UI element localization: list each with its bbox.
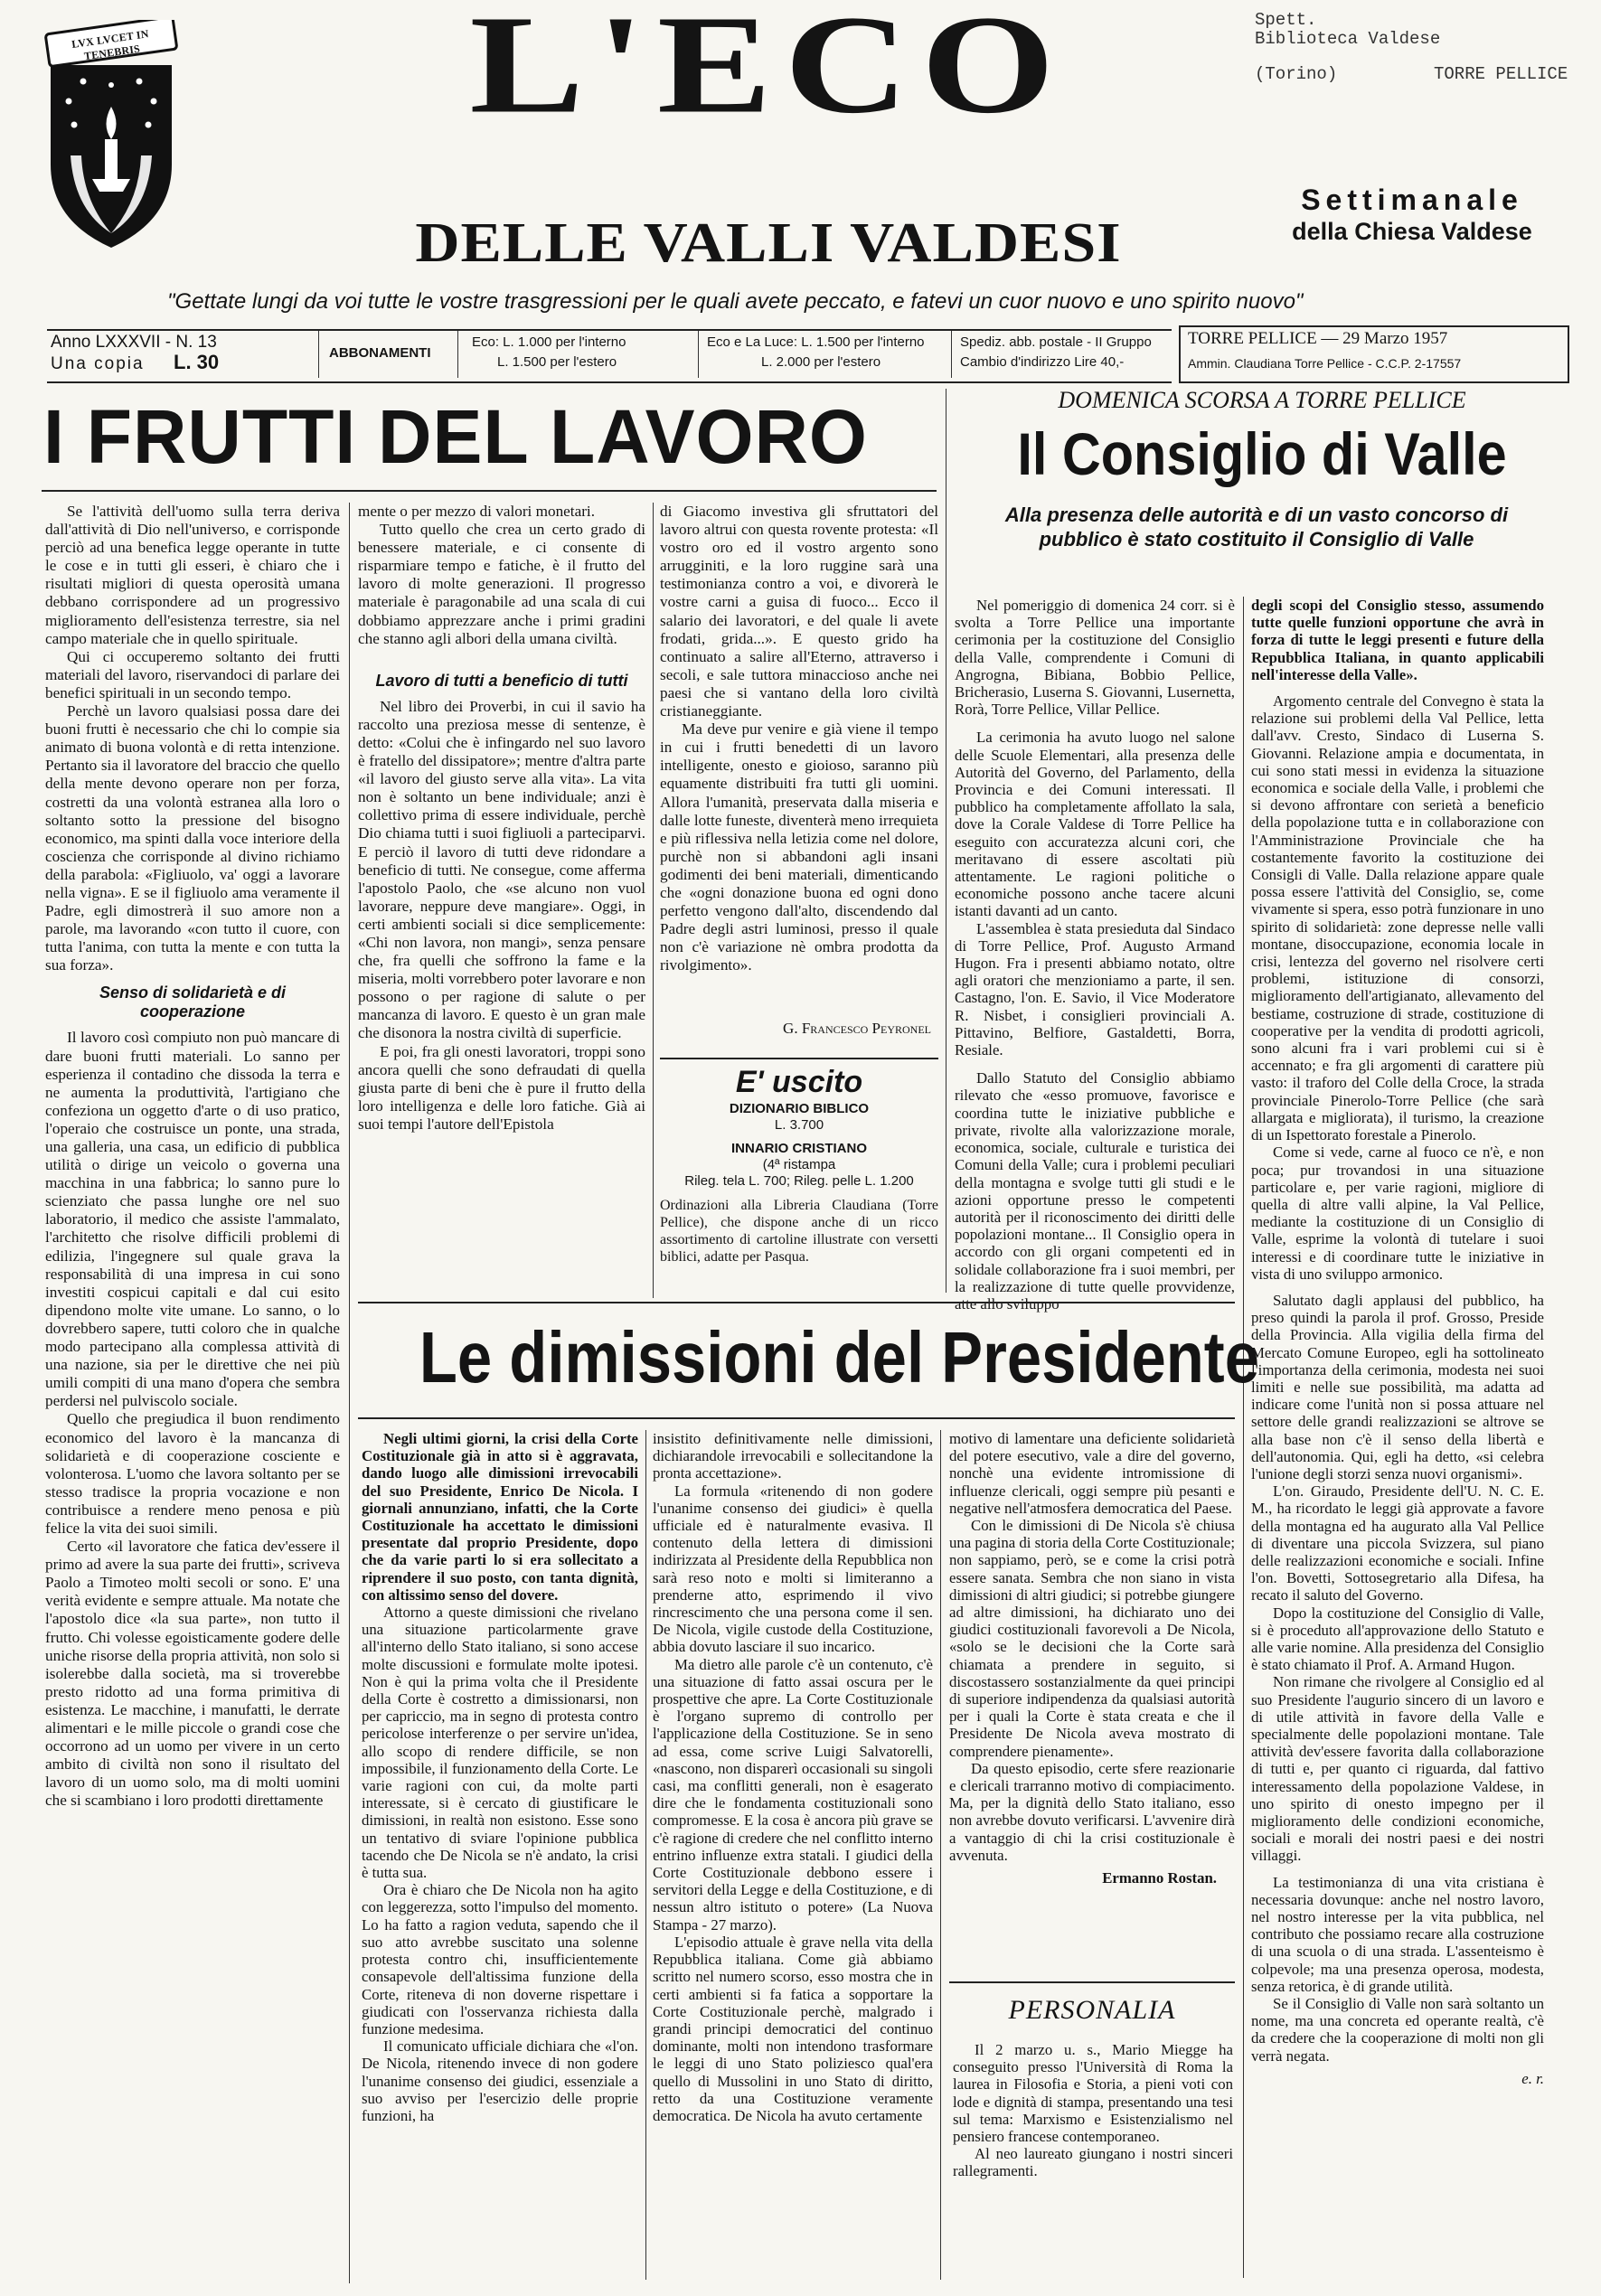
subscriptions-label: ABBONAMENTI <box>329 345 431 361</box>
presidente-headline: Le dimissioni del Presidente <box>419 1317 1259 1397</box>
paragraph: degli scopi del Consiglio stesso, assumendo tutte quelle funzioni opportune che avrà in forza di tutte le leggi presenti e future della Repubblica Italiana, in quanto applicabili nell'interesse della Valle». <box>1251 597 1544 683</box>
paragraph: La testimonianza di una vita cristiana è necessaria dovunque: anche nel nostro lavoro, nel nostro interesse per la vita pubblica, nel contributo che possiamo recare alla costruzione di una scuola o di una strada. L'assenteismo è colpevole; ma una presenza operosa, modesta, senza retorica, è di grande utilità. <box>1251 1873 1544 1995</box>
book-title: INNARIO CRISTIANO <box>731 1141 867 1156</box>
paragraph: motivo di lamentare una deficiente solidarietà del potere esecutivo, vale a dire del governo, nonchè una evidente intromissione di influenze clericali, oggi sempre più pesanti e negative nell'atmosfera democratica del Paese. <box>949 1430 1235 1517</box>
presidente-col-2 <box>653 1430 933 2291</box>
masthead-title: L'ECO <box>469 0 1068 143</box>
paragraph: di Giacomo investiva gli sfruttatori del lavoro altrui con questa rovente protesta: «Il vostro oro ed il vostro argento sono arrugginiti, e la loro ruggine sarà una testimonianza contro a voi, e divorerà le vostre carni a guisa di fuoco... Ecco il salario dei lavoratori, e del quale li avete frodati, grida...». E questo grido ha continuato a salire all'Eterno, attraverso i secoli, e sale tuttora minaccioso anche nei paesi che si vantano della loro civiltà cristianeggiante. <box>660 503 938 720</box>
frutti-headline: I FRUTTI DEL LAVORO <box>43 394 868 479</box>
paragraph: Come si vede, carne al fuoco ce n'è, e non poca; pur trovandosi in una situazione particolare e, per varie ragioni, migliore di quella di altre valli alpine, la Val Pellice, mediante la costituzione di un Consiglio di Valle, esprime la volontà di tutelare i suoi interessi e di coordinare tutte le iniziative in vista di uno sviluppo armonico. <box>1251 1143 1544 1283</box>
paragraph: L'episodio attuale è grave nella vita della Repubblica italiana. Come già abbiamo scritto nel numero scorso, esso mostra che in certi ambienti si fa fatica a sopportare la Corte Costituzionale perchè, malgrado i grandi principi democratici del continuo dominante, molti non intendono trasformare le leggi di uno Stato poliziesco qual'era quello di Mussolini in uno Stato di diritto, retto da una Costituzione veramente democratica. De Nicola ha avuto certamente <box>653 1933 933 2124</box>
church-label: della Chiesa Valdese <box>1292 218 1532 245</box>
paragraph: Nel libro dei Proverbi, in cui il savio ha raccolto una preziosa messe di sentenze, è detto: «Colui che è infingardo nel suo lavoro è fratello del dissipatore»; mentre d'altra parte «il lavoro del giusto serve alla vita». La vita non è soltanto un bene individuale; anzi è collettivo prima di essere individuale, perchè Dio chiama tutti i suoi figliuoli a parteciparvi. E perciò il lavoro di tutti deve ridondare a beneficio di tutti. Ne consegue, come afferma l'apostolo Paolo, che «se alcuno non vuol lavorare, neppure deve mangiare». Oggi, in certi ambienti sociali si dice semplicemente: «Chi non lavora, non mangi», senza pensare che, fra quelli che soffrono la fame e la miseria, molti vorrebbero poter lavorare e non possono o per ragione di salute o per mancanza di lavoro. E questo è un gran male che disonora la nostra civiltà di superficie. <box>358 697 645 1042</box>
eco-price-1: Eco: L. 1.000 per l'interno <box>472 334 626 350</box>
paragraph: Ma deve pur venire e già viene il tempo in cui i frutti benedetti di un lavoro intelligente, onesto e gioioso, saranno più equamente distribuiti fra tutti gli uomini. Allora l'umanità, preservata dalla miseria e dalle lotte funeste, diventerà meno irrequieta e più riflessiva nella letizia come nel dolore, purchè non si abbandoni agli insani godimenti dei beni materiali, dimenticando che «ogni donazione buona ed ogni dono perfetto vengono dall'alto, discendendo dal Padre degli astri luminosi, presso il quale non c'è variazione nè ombra prodotta da rivolgimento». <box>660 720 938 974</box>
consiglio-headline: Il Consiglio di Valle <box>1017 420 1507 487</box>
postal-info-1: Spediz. abb. postale - II Gruppo <box>960 334 1152 350</box>
frutti-col-3 <box>660 503 938 982</box>
paragraph: Se l'attività dell'uomo sulla terra deriva dall'attività di Dio nell'universo, e corrisponde perciò ad una benefica legge operante in tutte le cose e in tutti gli esseri, è chiaro che i risultati migliori di questa operosità umana debbano corrispondere ad un progressivo miglioramento dell'esistenza terrestre, sia nel campo materiale che in quello spirituale. <box>45 503 340 647</box>
paragraph: La formula «ritenendo di non godere l'unanime consenso dei giudici» è quella ufficiale ed è naturalmente evasiva. Il contenuto della lettera di dimissioni indirizzata al Presidente della Repubblica non sarà reso noto e molti si limiteranno a prenderne atto, esprimendo il vivo rincrescimento che una persona come il sen. De Nicola, vigile custode della Costituzione, abbia dovuto lasciare il suo incarico. <box>653 1482 933 1656</box>
paragraph: Con le dimissioni di De Nicola s'è chiusa una pagina di storia della Corte Costituzionale; non sappiamo, però, se e come la crisi potrà essere sanata. Sembra che non siano in vista dimissioni di altri giudici; si potrebbe giungere ad altre dimissioni, ha dichiarato uno dei giudici costituzionali favorevoli a De Nicola, «solo se le decisioni che la Corte sarà chiamata a prendere in seguito, si discostassero sostanzialmente da quei principi di superiore indipendenza da qualsiasi autorità per i quali la Corte è stata creata e che il Presidente De Nicola aveva mostrato di comprendere pienamente». <box>949 1517 1235 1760</box>
emblem <box>29 20 193 255</box>
uscito-body: Ordinazioni alla Libreria Claudiana (Torre Pellice), che dispone anche di un ricco assortimento di cartoline illustrate con versetti biblici, adatte per Pasqua. <box>660 1198 938 1265</box>
paragraph: Dallo Statuto del Consiglio abbiamo rilevato che «esso promuove, favorisce e coordina tutte le iniziative pubbliche e private, rivolte alla valorizzazione morale, economica, sociale, culturale e turistica dei Comuni della Valle; cura i problemi peculiari della montagna e svolge tutti gli studi e le azioni opportune presso le competenti autorità per il riconoscimento dei diritti delle popolazioni montane... Il Consiglio opera in accordo con gli organi competenti ed in solidale collaborazione fra i suoi membri, per la realizzazione di tutte quelle provvidenze, atte allo sviluppo <box>955 1069 1235 1313</box>
uscito-title: E' uscito <box>735 1065 863 1099</box>
paragraph: mente o per mezzo di valori monetari. <box>358 503 596 520</box>
consiglio-deck: Alla presenza delle autorità e di un vasto concorso di pubblico è stato costituito il Consiglio di Valle <box>1004 503 1509 550</box>
consiglio-col-2 <box>1251 597 1544 2285</box>
eco-price-2: L. 1.500 per l'estero <box>497 354 617 370</box>
paragraph: Argomento centrale del Convegno è stata la relazione sui problemi della Val Pellice, letta dall'avv. Cresto, Sindaco di Luserna S. Giovanni. Relazione ampia e documentata, in cui sono stati messi in evidenza la situazione economica e sociale della Valle, i problemi che si devono affrontare con serietà a beneficio della popolazione tutta e in collaborazione con l'Amministrazione Provinciale che ha costantemente favorito la costituzione dei Consigli di Valle. Dalla relazione appare quale possa essere l'attività del Consiglio, se, come vivamente si spera, esso potrà funzionare in uno spirito di solidarietà: zone depresse nelle valli montane, disoccupazione, economia locale in crisi, lentezza del governo nel risolvere certi problemi, istituzione di consorzi, miglioramento dell'artigianato, allevamento del bestiame, costruzione di strade, costituzione di cooperative per la vendita di prodotti agricoli, sono alcuni fra i vari problemi cui si è accennato; e fra gli argomenti di carattere più vasto: il traforo del Colle della Croce, la strada provinciale Pinerolo-Torre Pellice (che sarà allargata e migliorata), il turismo, la creazione di un Ispettorato forestale a Pinerolo. <box>1251 692 1544 1144</box>
paragraph: Perchè un lavoro qualsiasi possa dare dei buoni frutti è necessario che chi lo compie sia animato di buona volontà e di retta intenzione. Pertanto sia il lavoratore del braccio che quello della mente devono operare non per forza, costretti da una volontà estranea alla loro o soltanto sotto la pressione del bisogno economico, ma spinti dalla voce interiore della coscienza che corrisponde al divino richiamo della parabola: «Figliuolo, va' oggi a lavorare nella vigna». E se il figliuolo ama veramente il Padre, egli dimostrerà il suo amore non a parole, ma lavorando «con tutto il cuore, con tutta l'anima, con tutta la mente e con tutta la sua forza». <box>45 702 340 974</box>
uscito-box <box>660 1058 938 1294</box>
paragraph: Salutato dagli applausi del pubblico, ha preso quindi la parola il prof. Grosso, Preside della Provincia. Alla vigilia della firma del Mercato Comune Europeo, egli ha sottolineato l'importanza della cerimonia, modesta nei suoi limiti e nelle sue possibilità, ma adatta ad indicare come l'unità non si possa attuare nel settore delle grandi realizzazioni se altrove se alla base non c'è il senso della libertà e dell'autonomia. Qui, egli ha detto, «si celebra l'unione degli storzi senza nuovi organismi». <box>1251 1291 1544 1482</box>
paragraph: Tutto quello che crea un certo grado di benessere materiale, e ci consente di risparmiare tempo e fatiche, è il frutto del lavoro di molte generazioni. Il progresso materiale è paragonabile ad una scala di cui dobbiamo apprezzare anche i primi gradini che stanno agli albori della umana civiltà. <box>358 521 645 647</box>
subheading: Lavoro di tutti a beneficio di tutti <box>375 671 628 690</box>
paragraph: La cerimonia ha avuto luogo nel salone delle Scuole Elementari, alla presenza delle Autorità del Governo, del Parlamento, della Provincia e dei Comuni interessati. Il pubblico ha completamente affollato la sala, dove la Corale Valdese di Torre Pellice ha eseguito con accuratezza alcuni cori, che meritavano di essere ascoltati più attentamente. Le ragioni politiche o economiche possono anche tacere alcuni istanti davanti ad un canto. <box>955 729 1235 920</box>
paragraph: Attorno a queste dimissioni che rivelano una situazione particolarmente grave all'interno dello Stato italiano, si sono accese molte discussioni e formulate molte ipotesi. Non è qui la prima volta che il Presidente della Corte è costretto a dimissionarsi, non per capriccio, ma in segno di protesta contro pericolose interferenze o per servire un'idea, allo scopo di rendere difficile, se non impossibile, il funzionamento della Corte. Le varie ragioni con cui, da molte parti interessate, si è cercato di giustificare le dimissioni, in realtà non esistono. Esse sono un tentativo di sviare l'opinione pubblica tacendo che De Nicola se n'è andato, la crisi è tutta sua. <box>362 1604 638 1882</box>
frutti-signature: G. Francesco Peyronel <box>783 1020 931 1037</box>
book-price: Rileg. tela L. 700; Rileg. pelle L. 1.200 <box>684 1173 914 1189</box>
paragraph: Dopo la costituzione del Consiglio di Valle, si è proceduto all'approvazione dello Statuto e alle varie nomine. Alla presidenza del Consiglio è stato chiamato il Prof. A. Armand Hugon. <box>1251 1604 1544 1674</box>
masthead-subtitle: DELLE VALLI VALDESI <box>415 211 1122 274</box>
luce-price-1: Eco e La Luce: L. 1.500 per l'interno <box>707 334 925 350</box>
frutti-col-2 <box>358 503 645 1316</box>
personalia-body <box>953 2041 1233 2285</box>
book-edition: (4ª ristampa <box>762 1157 836 1172</box>
consiglio-kicker: DOMENICA SCORSA A TORRE PELLICE <box>1058 387 1466 413</box>
paragraph: Non rimane che rivolgere al Consiglio ed al suo Presidente l'augurio sincero di un lavoro e di utile attività in favore della Valle e specialmente delle popolazioni montane. Tale attività dev'essere favorita dalla collaborazione di tutti e, per quanto ci riguarda, dal fattivo interessamento della popolazione Valdese, in uno spirito di onesto impegno per il miglioramento delle condizioni economiche, sociali e morali dei nostri paesi e dei nostri villaggi. <box>1251 1673 1544 1865</box>
paragraph: Negli ultimi giorni, la crisi della Corte Costituzionale già in atto si è aggravata, dando luogo alle dimissioni irrevocabili del suo Presidente, Enrico De Nicola. I giornali annunziano, infatti, che la Corte Costituzionale ha accettato le dimissioni presentate dal proprio Presidente, dopo che da varie parti lo si era sollecitato a riprendere il suo posto, con tanta dignità, con altissimo senso del dovere. <box>362 1430 638 1604</box>
place-date: TORRE PELLICE — 29 Marzo 1957 <box>1188 329 1448 348</box>
admin-info: Ammin. Claudiana Torre Pellice - C.C.P. 2-17557 <box>1188 356 1462 371</box>
postal-info-2: Cambio d'indirizzo Lire 40,- <box>960 354 1125 370</box>
paragraph: Il 2 marzo u. s., Mario Miegge ha conseguito presso l'Università di Roma la laurea in Filosofia e Storia, a pieni voti con lode e dignità di stampa, presentando una tesi sul tema: Marxismo e Esistenzialismo nel pensiero francese contemporaneo. <box>953 2041 1233 2146</box>
paragraph: L'assemblea è stata presieduta dal Sindaco di Torre Pellice, Prof. Augusto Armand Hugon. Fra i presenti abbiamo notato, oltre agli oratori che menzioniamo a parte, il sen. Castagno, l'on. E. Savio, il Vice Moderatore R. Nisbet, i consiglieri provinciali A. Pittavino, Belfiore, Gastaldetti, Borra, Resiale. <box>955 919 1235 1059</box>
paragraph: E poi, fra gli onesti lavoratori, troppi sono ancora quelli che sono defraudati di quella giusta parte di beni che è pure il frutto della loro intelligenza e delle loro fatiche. Già ai suoi tempi l'autore dell'Epistola <box>358 1042 645 1133</box>
paragraph: Il lavoro così compiuto non può mancare di dare buoni frutti materiali. Lo sanno per esperienza il contadino che dissoda la terra e ne aumenta la produttività, l'artigiano che confeziona un oggetto d'arte o di uso pratico, l'operaio che costruisce un ponte, una strada, una galleria, una casa, un edificio di pubblica utilità o dirige un veicolo o governa una macchina in una fabbrica; lo sanno pure lo scienziato che passa lunghe ore nel suo laboratorio, il medico che assiste l'ammalato, l'architetto che risolve difficili problemi di edilizia, l'ingegnere sul quale grava la responsabilità di una impresa in cui sono investiti cospicui capitali e dal cui esito dipendono molte vite umane. Lo sanno, o lo dovrebbero sapere, tutti coloro che in qualche modo partecipano alla complessa attività di una nazione, sia per le direttive che nei più umili compiti di una mano d'opera che sembra perdersi nel pulviscolo sociale. <box>45 1029 340 1410</box>
stamp-line: (Torino) <box>1255 64 1338 84</box>
stamp-line: Spett. <box>1255 10 1317 30</box>
paragraph: Quello che pregiudica il buon rendimento economico del lavoro è la mancanza di solidarietà e di cooperazione cosciente e volonterosa. L'uomo che lavora soltanto per se stesso tradisce la propria vocazione e non contribuisce a rendere meno penosa e più felice la vita dei suoi simili. <box>45 1410 340 1537</box>
address-stamp <box>1255 11 1589 84</box>
masthead-motto: "Gettate lungi da voi tutte le vostre trasgressioni per le quali avete peccato, e fatevi un cuor nuovo e uno spirito nuovo" <box>167 289 1304 314</box>
weekly-label: Settimanale <box>1301 183 1523 216</box>
frutti-col-1 <box>45 503 340 2292</box>
paragraph: Da questo episodio, certe sfere reazionarie e clericali trarranno motivo di compiacimento. Ma, per la dignità dello Stato italiano, esso non avrebbe dovuto verificarsi. L'avvenire dirà a vantaggio di chi la crisi costituzionale è avvenuta. <box>949 1759 1235 1864</box>
paragraph: Qui ci occuperemo soltanto dei frutti materiali del lavoro, riservandoci di parlare dei benefici spirituali in un secondo tempo. <box>45 647 340 701</box>
book-title: DIZIONARIO BIBLICO <box>729 1101 870 1116</box>
issue-number: Anno LXXXVII - N. 13 <box>51 333 217 352</box>
paragraph: Al neo laureato giungano i nostri sinceri rallegramenti. <box>953 2145 1233 2180</box>
paragraph: Il comunicato ufficiale dichiara che «l'on. De Nicola, ritenendo invece di non godere l'unanime consenso dei giudici, essenziale a suo avviso per l'esercizio delle proprie funzioni, ha <box>362 2037 638 2124</box>
presidente-col-3 <box>949 1430 1235 1972</box>
paragraph: Ora è chiaro che De Nicola non ha agito con leggerezza, sotto l'impulso del momento. Lo ha fatto a ragion veduta, sapendo che il suo atto avrebbe suscitato una solenne protesta contro chi, insufficientemente consapevole dell'altissima funzione della Corte, ritenevа di non doverne rispettare i giudicati con l'osservanza richiesta dalla funzione medesima. <box>362 1881 638 2037</box>
masthead-tagline <box>1240 183 1584 246</box>
paragraph: Ma dietro alle parole c'è un contenuto, c'è una situazione di fatto assai oscura per le prospettive che apre. La Corte Costituzionale è l'organo supremo di controllo per l'applicazione della Costituzione. Se in seno ad essa, come scrive Luigi Salvatorelli, «nascono, non disparerì occasionali su singoli casi, ma conflitti generali, non è esagerato dire che le fondamenta costituzionali sono compromesse. E la cosa è ancora più grave se c'è ragione di credere che nel conflitto interno entrino influenze extra statali. I giudici della Corte Costituzionale debbono essere i servitori della Legge e della Costituzione, e di nessun altro istituto o potere» (La Nuova Stampa - 27 marzo). <box>653 1655 933 1934</box>
copy-price: L. 30 <box>174 351 220 373</box>
subheading: Senso di solidarietà e di cooperazione <box>99 983 287 1021</box>
consiglio-signature: e. r. <box>1521 2069 1544 2087</box>
stamp-line: TORRE PELLICE <box>1434 64 1568 84</box>
paragraph: Certo «il lavoratore che fatica dev'essere il primo ad avere la sua parte dei frutti», scriveva Paolo a Timoteo molti secoli or sono. E' una verità evidente e sempre attuale. Ma notate che l'apostolo dice «la sua parte», non tutto il frutto. Chi volesse egoisticamente godere delle uniche risorse della propria attività, non solo si isolerebbe dalla società, ma si troverebbe presto ridotto ad una forma primitiva di esistenza. Le macchine, i manufatti, le derrate alimentari e le mille piccole o grandi cose che occorrono ad un uomo per vivere in un certo ambito di civiltà non sono il risultato del lavoro di un uomo solo, ma di molti uomini che si scambiano i loro prodotti direttamente <box>45 1538 340 1810</box>
paragraph: Nel pomeriggio di domenica 24 corr. si è svolta a Torre Pellice una importante cerimonia per la costituzione del Consiglio della Valle, comprendente i Comuni di Angrogna, Bibiana, Bobbio Pellice, Bricherasio, Luserna S. Giovanni, Lusernetta, Rorà, Torre Pellice, Villar Pellice. <box>955 597 1235 719</box>
presidente-col-1 <box>362 1430 638 2291</box>
personalia-title: PERSONALIA <box>1008 1995 1176 2025</box>
emblem-motto: LVX LVCET IN TENEBRIS <box>71 27 150 63</box>
info-bar <box>47 329 1566 383</box>
stamp-line: Biblioteca Valdese <box>1255 29 1441 49</box>
paragraph: Se il Consiglio di Valle non sarà soltanto un nome, ma una concreta ed operante realtà, c'è da credere che la cooperazione di molti non gli verrà negata. <box>1251 1995 1544 2065</box>
presidente-signature: Ermanno Rostan. <box>1102 1869 1217 1887</box>
luce-price-2: L. 2.000 per l'estero <box>761 354 881 370</box>
copy-label: Una copia <box>51 354 145 373</box>
paragraph: insistito definitivamente nelle dimissioni, dichiarandole irrevocabili e sollecitandone la pronta accettazione». <box>653 1430 933 1482</box>
book-price: L. 3.700 <box>774 1117 824 1133</box>
paragraph: L'on. Giraudo, Presidente dell'U. N. C. E. M., ha ricordato le leggi già approvate a favore della montagna ed ha augurato alla Val Pellice di diventare una piccola Svizzera, sul piano delle realizzazioni economiche e sociali. Infine l'on. Bovetti, Sottosegretario alla Difesa, ha recato il saluto del Governo. <box>1251 1482 1544 1604</box>
